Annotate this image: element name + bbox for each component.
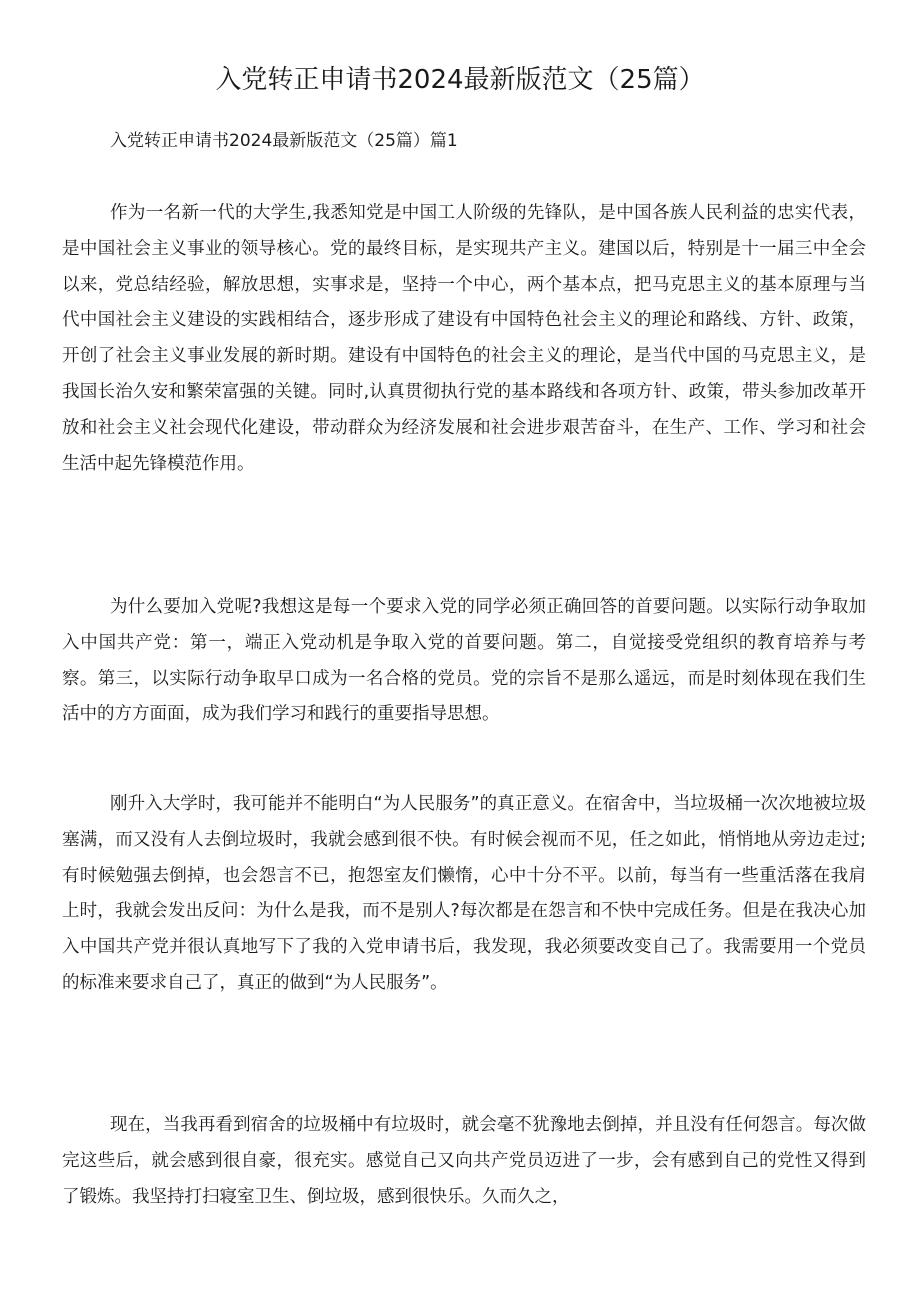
paragraph-2: 为什么要加入党呢?我想这是每一个要求入党的同学必须正确回答的首要问题。以实际行动争取加入中国共产党：第一，端正入党动机是争取入党的首要问题。第二，自觉接受党组织的教育培养与考察。第三，以实际行动争取早口成为一名合格的党员。党的宗旨不是那么遥远，而是时刻体现在我们生活中的方方面面，成为我们学习和践行的重要指导思想。 (62, 597, 866, 725)
document-title: 入党转正申请书2024最新版范文（25篇） (215, 65, 705, 95)
section-heading: 入党转正申请书2024最新版范文（25篇）篇1 (110, 131, 458, 151)
paragraph-4: 现在，当我再看到宿舍的垃圾桶中有垃圾时，就会毫不犹豫地去倒掉，并且没有任何怨言。每次做完这些后，就会感到很自豪，很充实。感觉自己又向共产党员迈进了一步，会有感到自己的党性又得到了锻炼。我坚持打扫寝室卫生、倒垃圾，感到很快乐。久而久之， (62, 1115, 866, 1207)
paragraph-3: 刚升入大学时，我可能并不能明白“为人民服务”的真正意义。在宿舍中，当垃圾桶一次次地被垃圾塞满，而又没有人去倒垃圾时，我就会感到很不快。有时候会视而不见，任之如此，悄悄地从旁边走过;有时候勉强去倒掉，也会怨言不已，抱怨室友们懒惰，心中十分不平。以前，每当有一些重活落在我肩上时，我就会发出反问：为什么是我，而不是别人?每次都是在怨言和不快中完成任务。但是在我决心加入中国共产党并很认真地写下了我的入党申请书后，我发现，我必须要改变自己了。我需要用一个党员的标准来要求自己了，真正的做到“为人民服务”。 (62, 794, 866, 993)
paragraph-1: 作为一名新一代的大学生,我悉知党是中国工人阶级的先锋队，是中国各族人民利益的忠实代表，是中国社会主义事业的领导核心。党的最终目标，是实现共产主义。建国以后，特别是十一届三中全会以来，党总结经验，解放思想，实事求是，坚持一个中心，两个基本点，把马克思主义的基本原理与当代中国社会主义建设的实践相结合，逐步形成了建设有中国特色社会主义的理论和路线、方针、政策，开创了社会主义事业发展的新时期。建设有中国特色的社会主义的理论，是当代中国的马克思主义，是我国长治久安和繁荣富强的关键。同时,认真贯彻执行党的基本路线和各项方针、政策，带头参加改革开放和社会主义社会现代化建设，带动群众为经济发展和社会进步艰苦奋斗，在生产、工作、学习和社会生活中起先锋模范作用。 (62, 203, 866, 474)
